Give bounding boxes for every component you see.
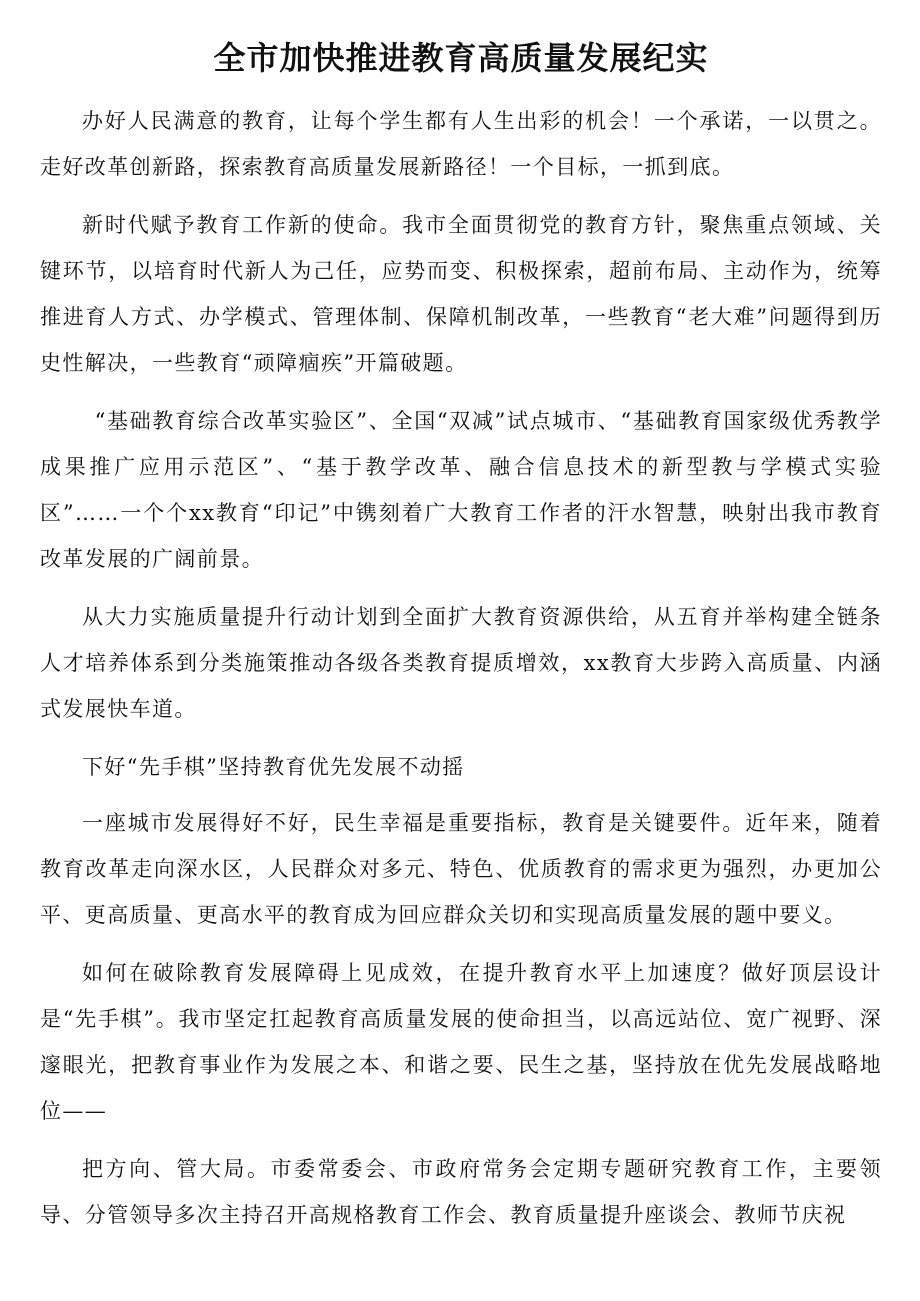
paragraph-mission: 新时代赋予教育工作新的使命。我市全面贯彻党的教育方针，聚焦重点领域、关键环节，以培育时代新人为己任，应势而变、积极探索，超前布局、主动作为，统筹推进育人方式、办学模式、管理体制、保障机制改革，一些教育“老大难”问题得到历史性解决，一些教育“顽障痼疾”开篇破题。 (40, 213, 882, 375)
paragraph-quality: 从大力实施质量提升行动计划到全面扩大教育资源供给，从五育并举构建全链条人才培养体系到分类施策推动各级各类教育提质增效，xx教育大步跨入高质量、内涵式发展快车道。 (40, 605, 882, 721)
paragraph-achievements: “基础教育综合改革实验区”、全国“双减”试点城市、“基础教育国家级优秀教学成果推广应用示范区”、“基于教学改革、融合信息技术的新型教与学模式实验区”……一个个xx教育“印记”中镌刻着广大教育工作者的汗水智慧，映射出我市教育改革发展的广阔前景。 (40, 409, 882, 571)
paragraph-city-development: 一座城市发展得好不好，民生幸福是重要指标，教育是关键要件。近年来，随着教育改革走向深水区，人民群众对多元、特色、优质教育的需求更为强烈，办更加公平、更高质量、更高水平的教育成为回应群众关切和实现高质量发展的题中要义。 (40, 811, 882, 927)
document-title: 全市加快推进教育高质量发展纪实 (213, 39, 709, 77)
paragraph-top-design: 如何在破除教育发展障碍上见成效，在提升教育水平上加速度？做好顶层设计是“先手棋”。我市坚定扛起教育高质量发展的使命担当，以高远站位、宽广视野、深邃眼光，把教育事业作为发展之本、和谐之要、民生之基，坚持放在优先发展战略地位—— (40, 961, 882, 1123)
paragraph-direction: 把方向、管大局。市委常委会、市政府常务会定期专题研究教育工作，主要领导、分管领导多次主持召开高规格教育工作会、教育质量提升座谈会、教师节庆祝 (40, 1157, 882, 1227)
section-heading: 下好“先手棋”坚持教育优先发展不动摇 (82, 755, 465, 779)
paragraph-intro: 办好人民满意的教育，让每个学生都有人生出彩的机会！一个承诺，一以贯之。走好改革创新路，探索教育高质量发展新路径！一个目标，一抓到底。 (40, 109, 882, 179)
